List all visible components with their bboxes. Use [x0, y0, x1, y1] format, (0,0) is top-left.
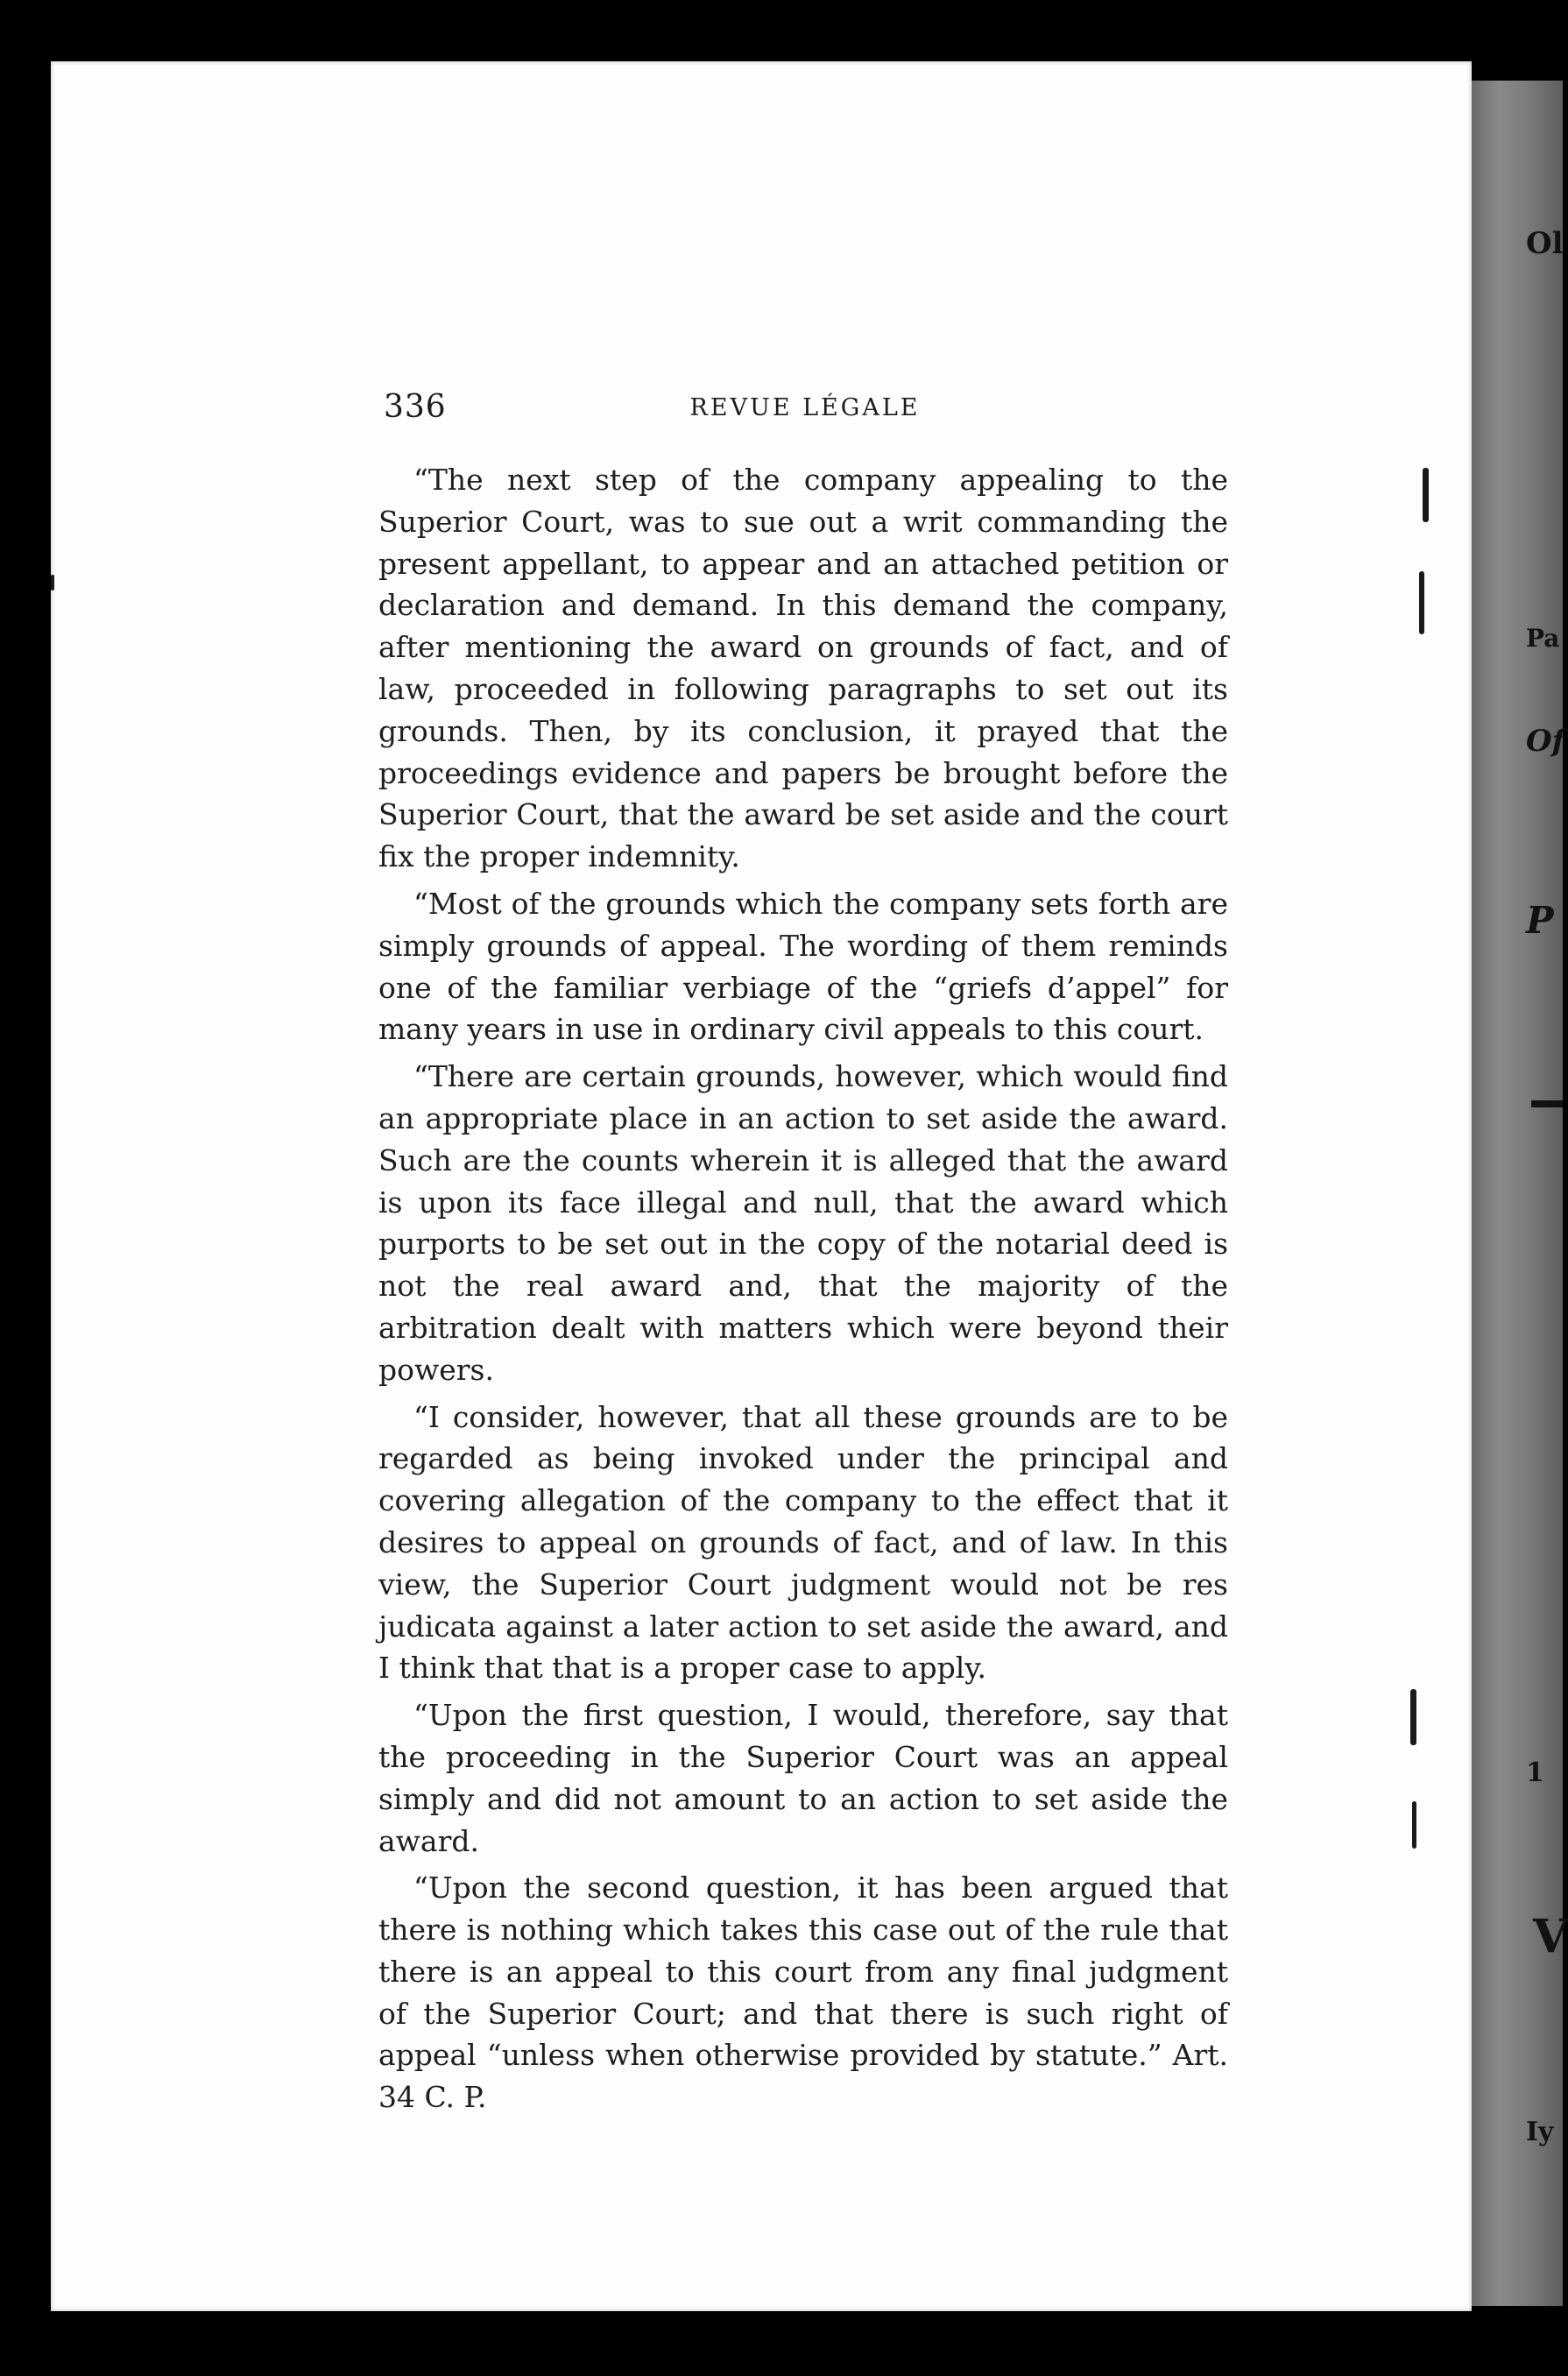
paragraph: “I consider, however, that all these grounds are to be regarded as being invoked under the principal and covering allegation of the company to the effect that it desires to appeal on grounds of fact, and of law. In this view, the Superior Court judgment would not be res judicata against a later action to set aside the award, and I think that that is a proper case to apply.: [378, 1399, 1228, 1686]
facing-page-fragment: P: [1526, 899, 1554, 942]
page-header: [384, 389, 1226, 431]
margin-mark: [1423, 468, 1429, 522]
margin-mark: [1410, 1689, 1416, 1745]
margin-mark: [51, 575, 54, 590]
paragraph: “Upon the first question, I would, therefore, say that the proceeding in the Superior Court was an appeal simply and did not amount to an action to set aside the award.: [378, 1698, 1228, 1858]
running-title: REVUE LÉGALE: [689, 394, 921, 421]
facing-page-fragment: Ol: [1526, 226, 1564, 261]
paragraph: “Most of the grounds which the company sets forth are simply grounds of appeal. The wording of them reminds one of the familiar verbiage of the “griefs d’appel” for many years in use in ordinary civil appeals to this court.: [378, 886, 1228, 1047]
facing-page-fragment: V: [1533, 1910, 1568, 1963]
facing-page-fragment: Pa: [1526, 624, 1560, 653]
paragraph: “There are certain grounds, however, which would find an appropriate place in an action to set aside the award. Such are the counts wherein it is alleged that the award is upon its face illegal and null, that the award which purports to be set out in the copy of the notarial deed is not the real award and, that the majority of the arbitration dealt with matters which were beyond their powers.: [378, 1059, 1228, 1387]
paragraph: “Upon the second question, it has been argued that there is nothing which takes this case out of the rule that there is an appeal to this court from any final judgment of the Superior Court; and that there is such right of appeal “unless when otherwise provided by statute.” Art. 34 C. P.: [378, 1870, 1228, 2115]
facing-page-rule: [1531, 1100, 1563, 1107]
paragraph: “The next step of the company appealing to the Superior Court, was to sue out a writ commanding the present appellant, to appear and an attached petition or declaration and demand. In this demand the company, after mentioning the award on grounds of fact, and of law, proceeded in following paragraphs to set out its grounds. Then, by its conclusion, it prayed that the proceedings evidence and papers be brought before the Superior Court, that the award be set aside and the court fix the proper indemnity.: [378, 463, 1228, 874]
page-number: 336: [384, 389, 447, 425]
facing-page-fragment: Of: [1526, 724, 1565, 759]
facing-page-edge: [1472, 81, 1563, 2306]
facing-page-fragment: Iy: [1526, 2117, 1554, 2147]
margin-mark: [1419, 571, 1424, 634]
body-text: [378, 459, 1228, 2124]
margin-mark: [1412, 1801, 1416, 1849]
facing-page-fragment: 1: [1526, 1757, 1544, 1788]
